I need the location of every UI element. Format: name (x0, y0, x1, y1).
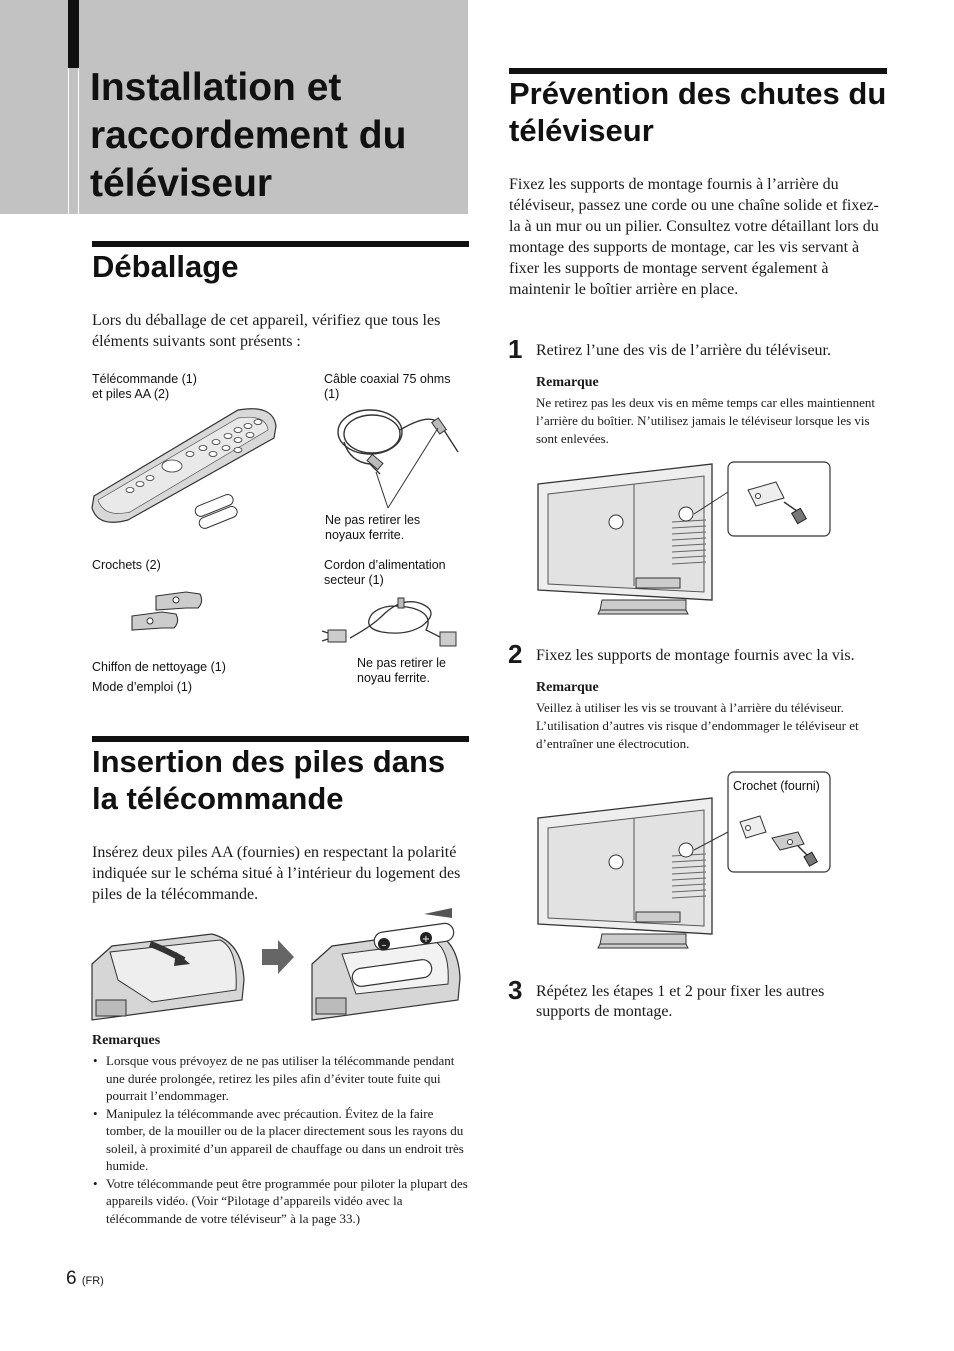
step-text: Retirez l’une des vis de l’arrière du téléviseur. (536, 342, 831, 359)
battery-cover-illustration (92, 920, 252, 1024)
arrow-icon (262, 940, 294, 974)
batteries-intro: Insérez deux piles AA (fournies) en respectant la polarité indiquée sur le schéma situé à l’intérieur du logement des piles de la télécommande. (92, 844, 461, 903)
item-label-manual: Mode d’emploi (1) (92, 680, 193, 694)
item-label-power: Cordon d’alimentation secteur (1) (324, 558, 446, 587)
step-number: 2 (508, 639, 523, 669)
page-number (66, 1268, 104, 1292)
item-label-remote: Télécommande (1) et piles AA (2) (92, 372, 197, 401)
step-text: Répétez les étapes 1 et 2 pour fixer les autres supports de montage. (536, 983, 825, 1020)
list-item: • Lorsque vous prévoyez de ne pas utiliser la télécommande pendant une durée prolongée, retirez les piles afin d’éviter toute fuite qui pourrait l’endommager. (92, 1052, 470, 1105)
step-number: 3 (508, 975, 523, 1005)
coax-note: Ne pas retirer les noyaux ferrite. (325, 513, 421, 542)
hooks-illustration (128, 590, 208, 640)
header-divider (68, 68, 69, 214)
tv-back-illustration (536, 462, 832, 622)
power-note: Ne pas retirer le noyau ferrite. (357, 656, 446, 685)
prevention-intro: Fixez les supports de montage fournis à l’arrière du téléviseur, passez une corde ou une chaîne solide et fixez-la à un mur ou un pilier. Consultez votre détaillant lors du montage des supports de montage, car les vis servant à fixer les supports de montage servent également à maintenir le boîtier arrière en place. (509, 176, 879, 298)
battery-insertion-illustration (312, 908, 462, 1026)
step-number: 1 (508, 334, 523, 364)
batteries-notes-list (92, 1052, 470, 1227)
section-heading-unpacking: Déballage (92, 249, 239, 284)
page-number-value: 6 (66, 1268, 77, 1289)
hook-callout: Crochet (fourni) (733, 779, 820, 793)
item-label-coax: Câble coaxial 75 ohms (1) (324, 372, 451, 401)
unpacking-intro: Lors du déballage de cet appareil, vérifiez que tous les éléments suivants sont présents : (92, 312, 441, 350)
step-note: Ne retirez pas les deux vis en même temps car elles maintiennent l’arrière du boîtier. N’utilisez jamais le téléviseur lorsque les vis sont enlevées. (536, 395, 875, 446)
item-label-hooks: Crochets (2) (92, 558, 161, 572)
list-item: • Votre télécommande peut être programmée pour piloter la plupart des appareils vidéo. (Voir “Pilotage d’appareils vidéo avec la télécommande de votre téléviseur” à la page 33.) (92, 1175, 470, 1228)
power-cord-illustration (322, 596, 472, 660)
step-note: Veillez à utiliser les vis se trouvant à l’arrière du téléviseur. L’utilisation d’autres vis risque d’endommager le téléviseur et d’entraîner une électrocution. (536, 700, 859, 751)
step-text: Fixez les supports de montage fournis avec la vis. (536, 647, 855, 664)
svg-text:+: + (421, 934, 431, 945)
header-divider (78, 68, 79, 214)
item-label-cloth: Chiffon de nettoyage (1) (92, 660, 226, 674)
svg-text:–: – (381, 940, 387, 951)
list-item: • Manipulez la télécommande avec précaution. Évitez de la faire tomber, de la mouiller ou de la placer directement sous les rayons du soleil, à proximité d’un appareil de chauffage ou dans un endroit très humide. (92, 1105, 470, 1175)
section-rule (509, 68, 887, 74)
page-language: (FR) (81, 1275, 104, 1287)
section-heading-batteries: Insertion des piles dans la télécommande (92, 744, 446, 816)
step-note-heading: Remarque (536, 680, 599, 695)
tv-back-hook-illustration (536, 772, 832, 958)
coax-cable-illustration (330, 402, 470, 512)
page-title: Installation et raccordement du téléviseur (90, 66, 407, 205)
section-rule (92, 736, 469, 742)
section-heading-prevention: Prévention des chutes du téléviseur (509, 76, 887, 148)
remote-illustration (88, 404, 283, 524)
section-rule (92, 241, 469, 247)
step-note-heading: Remarque (536, 375, 599, 390)
batteries-notes-heading: Remarques (92, 1033, 161, 1048)
header-accent-bar (68, 0, 79, 68)
